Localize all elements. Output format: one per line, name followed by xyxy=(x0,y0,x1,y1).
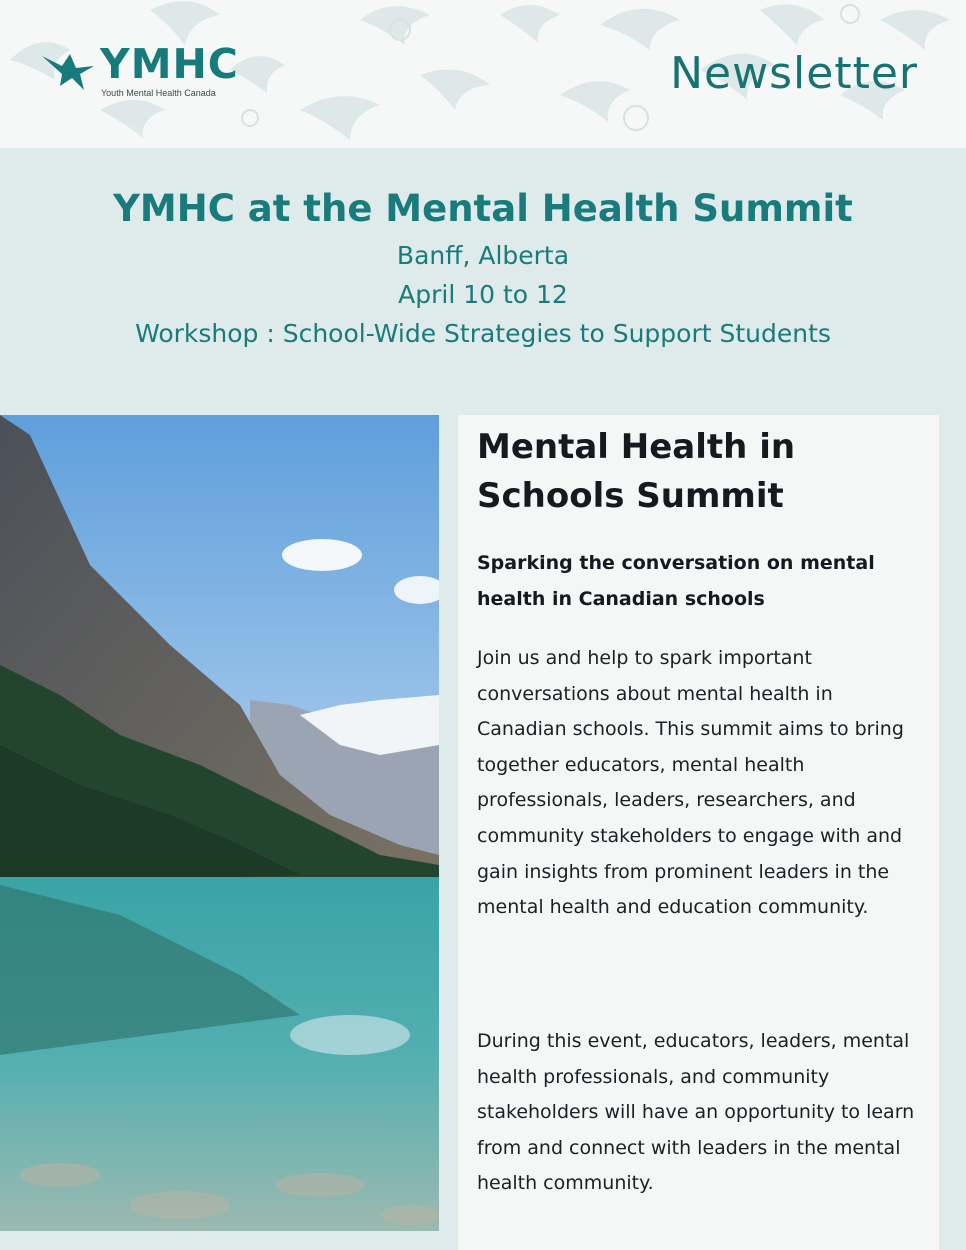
article-lede: Sparking the conversation on mental health in Canadian schools xyxy=(477,552,875,610)
article-paragraph: Join us and help to spark important conversations about mental health in Canadian schools. This summit aims to bring together educators, mental health professionals, leaders, researchers, and community stakeholders to engage with and gain insights from prominent leaders in the mental health and education community. xyxy=(477,647,904,919)
newsletter-label: Newsletter xyxy=(670,48,918,99)
event-summary xyxy=(0,182,966,353)
event-workshop: Workshop : School-Wide Strategies to Support Students xyxy=(135,319,831,348)
article-paragraph: During this event, educators, leaders, mental health professionals, and community stakeholders will have an opportunity to learn from and connect with leaders in the mental health community. xyxy=(477,1030,915,1195)
bird-icon xyxy=(40,46,96,94)
event-dates: April 10 to 12 xyxy=(398,280,568,309)
summit-article-card xyxy=(458,415,939,1250)
logo-wordmark: YMHC xyxy=(100,40,239,88)
newsletter-header xyxy=(0,0,966,148)
ymhc-logo[interactable] xyxy=(40,40,270,102)
logo-subtitle: Youth Mental Health Canada xyxy=(101,88,216,98)
lake-mountain-photo xyxy=(0,415,439,1231)
article-title: Mental Health in Schools Summit xyxy=(477,427,796,516)
event-location: Banff, Alberta xyxy=(396,241,570,270)
event-title: YMHC at the Mental Health Summit xyxy=(113,187,853,230)
